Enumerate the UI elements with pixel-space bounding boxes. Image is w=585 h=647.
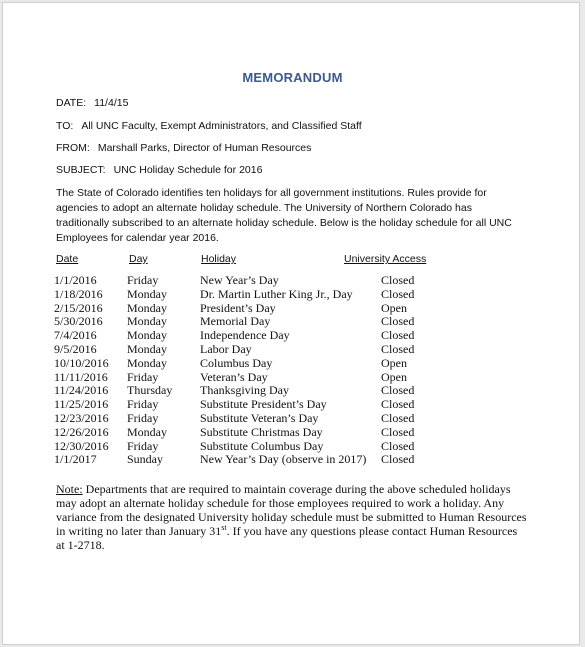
cell-holiday: Columbus Day <box>200 355 273 370</box>
cell-date: 1/18/2016 <box>54 286 103 301</box>
from-value: Marshall Parks, Director of Human Resources <box>97 142 312 154</box>
holiday-schedule-table <box>54 274 414 467</box>
table-row <box>54 357 414 371</box>
cell-access: Closed <box>381 314 415 329</box>
subject-line <box>56 163 262 178</box>
cell-date: 12/23/2016 <box>54 410 109 425</box>
cell-day: Friday <box>127 369 159 384</box>
cell-holiday: Substitute Columbus Day <box>200 438 324 453</box>
cell-day: Friday <box>127 273 159 287</box>
table-row <box>54 274 414 288</box>
cell-access: Closed <box>381 341 415 356</box>
table-row <box>54 343 414 357</box>
cell-day: Monday <box>127 341 167 356</box>
table-row <box>54 426 414 440</box>
cell-holiday: New Year’s Day (observe in 2017) <box>200 452 367 467</box>
cell-date: 7/4/2016 <box>54 328 97 343</box>
cell-holiday: Substitute Christmas Day <box>200 424 323 439</box>
cell-access: Closed <box>381 273 415 287</box>
table-row <box>54 302 414 316</box>
cell-date: 9/5/2016 <box>54 341 97 356</box>
subject-label: SUBJECT: <box>56 164 106 176</box>
cell-day: Monday <box>127 286 167 301</box>
table-row <box>54 384 414 398</box>
to-value: All UNC Faculty, Exempt Administrators, and Classified Staff <box>81 120 362 132</box>
cell-date: 5/30/2016 <box>54 314 103 329</box>
table-row <box>54 398 414 412</box>
cell-holiday: Independence Day <box>200 328 290 343</box>
from-line <box>56 141 311 156</box>
cell-access: Closed <box>381 397 415 412</box>
note-paragraph <box>56 482 528 552</box>
cell-date: 1/1/2016 <box>54 273 97 287</box>
cell-date: 2/15/2016 <box>54 300 103 315</box>
cell-day: Monday <box>127 424 167 439</box>
cell-access: Closed <box>381 410 415 425</box>
date-label: DATE: <box>56 97 87 109</box>
column-header-access: University Access <box>344 253 427 265</box>
cell-holiday: Memorial Day <box>200 314 271 329</box>
note-superscript: st <box>221 523 227 532</box>
cell-holiday: Substitute Veteran’s Day <box>200 410 319 425</box>
date-line <box>56 96 128 111</box>
column-header-day: Day <box>129 253 148 265</box>
cell-date: 1/1/2017 <box>54 452 97 467</box>
cell-date: 10/10/2016 <box>54 355 109 370</box>
cell-access: Closed <box>381 424 415 439</box>
cell-day: Friday <box>127 438 159 453</box>
cell-holiday: Labor Day <box>200 341 252 356</box>
cell-access: Closed <box>381 286 415 301</box>
cell-holiday: New Year’s Day <box>200 273 279 287</box>
column-header-holiday: Holiday <box>201 253 237 265</box>
cell-date: 11/11/2016 <box>54 369 108 384</box>
note-text: Departments that are required to maintain coverage during the above scheduled holidays may adopt an alternate holiday schedule for those employees required to work a holiday. Any variance from the designated University holiday schedule must be submitted to Human Resources in writing no later than January 31 <box>56 482 527 538</box>
cell-day: Monday <box>127 300 167 315</box>
to-line <box>56 119 362 134</box>
cell-date: 11/24/2016 <box>54 383 109 398</box>
cell-access: Closed <box>381 438 415 453</box>
table-row <box>54 288 414 302</box>
cell-access: Closed <box>381 383 415 398</box>
cell-day: Sunday <box>127 452 163 467</box>
cell-day: Thursday <box>127 383 173 398</box>
table-row <box>54 453 414 467</box>
cell-date: 11/25/2016 <box>54 397 109 412</box>
cell-day: Monday <box>127 355 167 370</box>
memo-title: MEMORANDUM <box>242 70 343 85</box>
note-text-end: . If you have any questions please contact Human Resources at 1-2718. <box>56 524 518 552</box>
table-row <box>54 412 414 426</box>
cell-day: Monday <box>127 328 167 343</box>
note-label: Note: <box>56 482 83 496</box>
table-row <box>54 440 414 454</box>
cell-access: Open <box>381 369 407 384</box>
table-row <box>54 329 414 343</box>
cell-date: 12/30/2016 <box>54 438 109 453</box>
cell-access: Closed <box>381 452 415 467</box>
to-label: TO: <box>56 120 74 132</box>
table-row <box>54 371 414 385</box>
cell-day: Friday <box>127 397 159 412</box>
cell-holiday: Dr. Martin Luther King Jr., Day <box>200 286 353 301</box>
table-row <box>54 315 414 329</box>
cell-holiday: Thanksgiving Day <box>200 383 289 398</box>
date-value: 11/4/15 <box>94 97 129 109</box>
cell-holiday: Veteran’s Day <box>200 369 268 384</box>
cell-day: Monday <box>127 314 167 329</box>
intro-paragraph: The State of Colorado identifies ten holidays for all government institutions. Rules provide for agencies to adopt an alternate holiday schedule. The University of Northern Colorado has traditionally subscribed to an alternate holiday schedule. Below is the holiday schedule for all UNC Employees for calendar year 2016. <box>56 187 512 244</box>
column-header-date: Date <box>56 253 79 265</box>
cell-access: Open <box>381 300 407 315</box>
cell-access: Open <box>381 355 407 370</box>
subject-value: UNC Holiday Schedule for 2016 <box>113 164 263 176</box>
cell-day: Friday <box>127 410 159 425</box>
from-label: FROM: <box>56 142 90 154</box>
cell-access: Closed <box>381 328 415 343</box>
cell-date: 12/26/2016 <box>54 424 109 439</box>
cell-holiday: Substitute President’s Day <box>200 397 327 412</box>
cell-holiday: President’s Day <box>200 300 276 315</box>
